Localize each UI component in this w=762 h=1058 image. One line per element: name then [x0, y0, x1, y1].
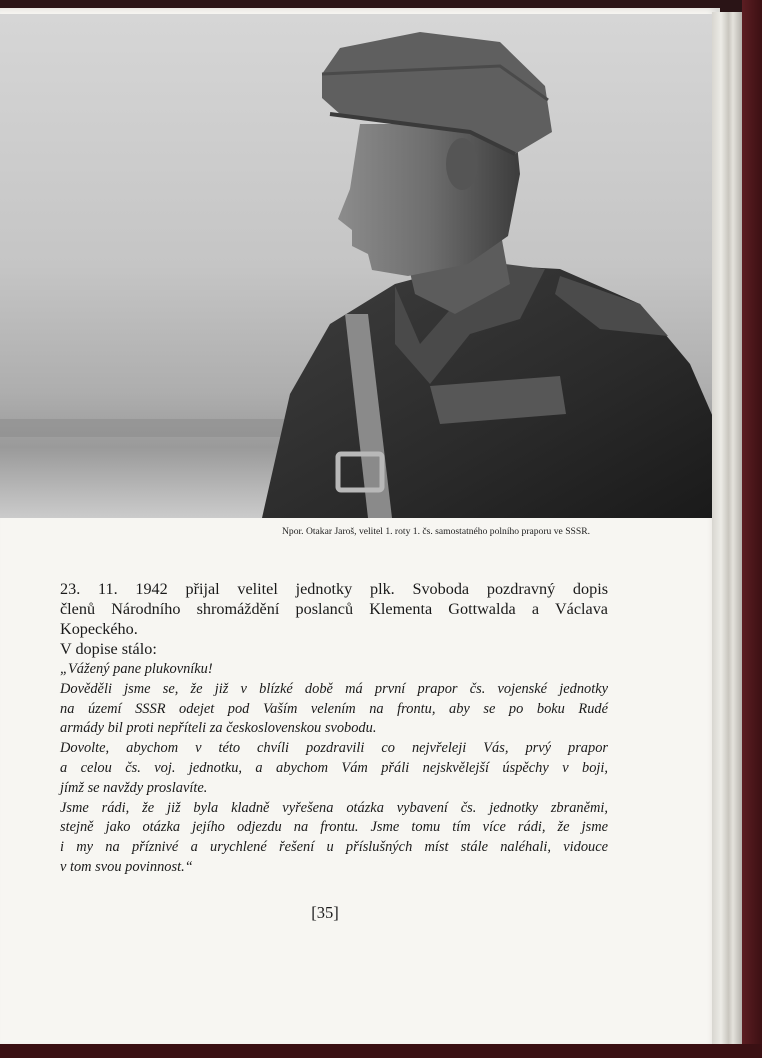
letter-line: stejně jako otázka jejího odjezdu na frontu. Jsme tomu tím více rádi, že jsme: [60, 819, 608, 836]
letter-line: Dovolte, abychom v této chvíli pozdravili co nejvřeleji Vás, prvý prapor: [60, 740, 608, 757]
portrait-photograph: [0, 14, 716, 518]
text-line: 23. 11. 1942 přijal velitel jednotky plk. Svoboda pozdravný dopis: [60, 580, 608, 598]
text-line: Kopeckého.: [60, 620, 138, 638]
book-cover-edge: [742, 0, 762, 1058]
letter-line: i my na příznivé a urychlené řešení u příslušných míst stále naléhali, vidouce: [60, 839, 608, 856]
letter-line: Jsme rádi, že již byla kladně vyřešena otázka vybavení čs. jednotky zbraněmi,: [60, 799, 608, 816]
letter-line: na území SSSR odejet pod Vaším velením na frontu, aby se po boku Rudé: [60, 700, 608, 717]
photo-caption: Npor. Otakar Jaroš, velitel 1. roty 1. čs. samostatného polního praporu ve SSSR.: [281, 526, 590, 537]
quoted-letter: [60, 660, 608, 878]
text-line: členů Národního shromáždění poslanců Klementa Gottwalda a Václava: [60, 600, 608, 618]
page-block-edge: [712, 12, 742, 1046]
letter-line: v tom svou povinnost.“: [60, 858, 193, 875]
letter-line: jímž se navždy proslavíte.: [60, 779, 208, 796]
body-text: [60, 579, 608, 878]
letter-line: armády bil proti nepříteli za československou svobodu.: [60, 720, 377, 737]
letter-line: „Vážený pane plukovníku!: [60, 661, 213, 677]
text-line: V dopise stálo:: [60, 640, 157, 658]
book-cover-bottom: [0, 1044, 762, 1058]
letter-line: a celou čs. voj. jednotku, a abychom Vám přáli nejskvělejší úspěchy v boji,: [60, 759, 608, 776]
page-number: [35]: [311, 903, 339, 922]
letter-line: Dověděli jsme se, že již v blízké době má první prapor čs. vojenské jednotky: [60, 680, 608, 697]
